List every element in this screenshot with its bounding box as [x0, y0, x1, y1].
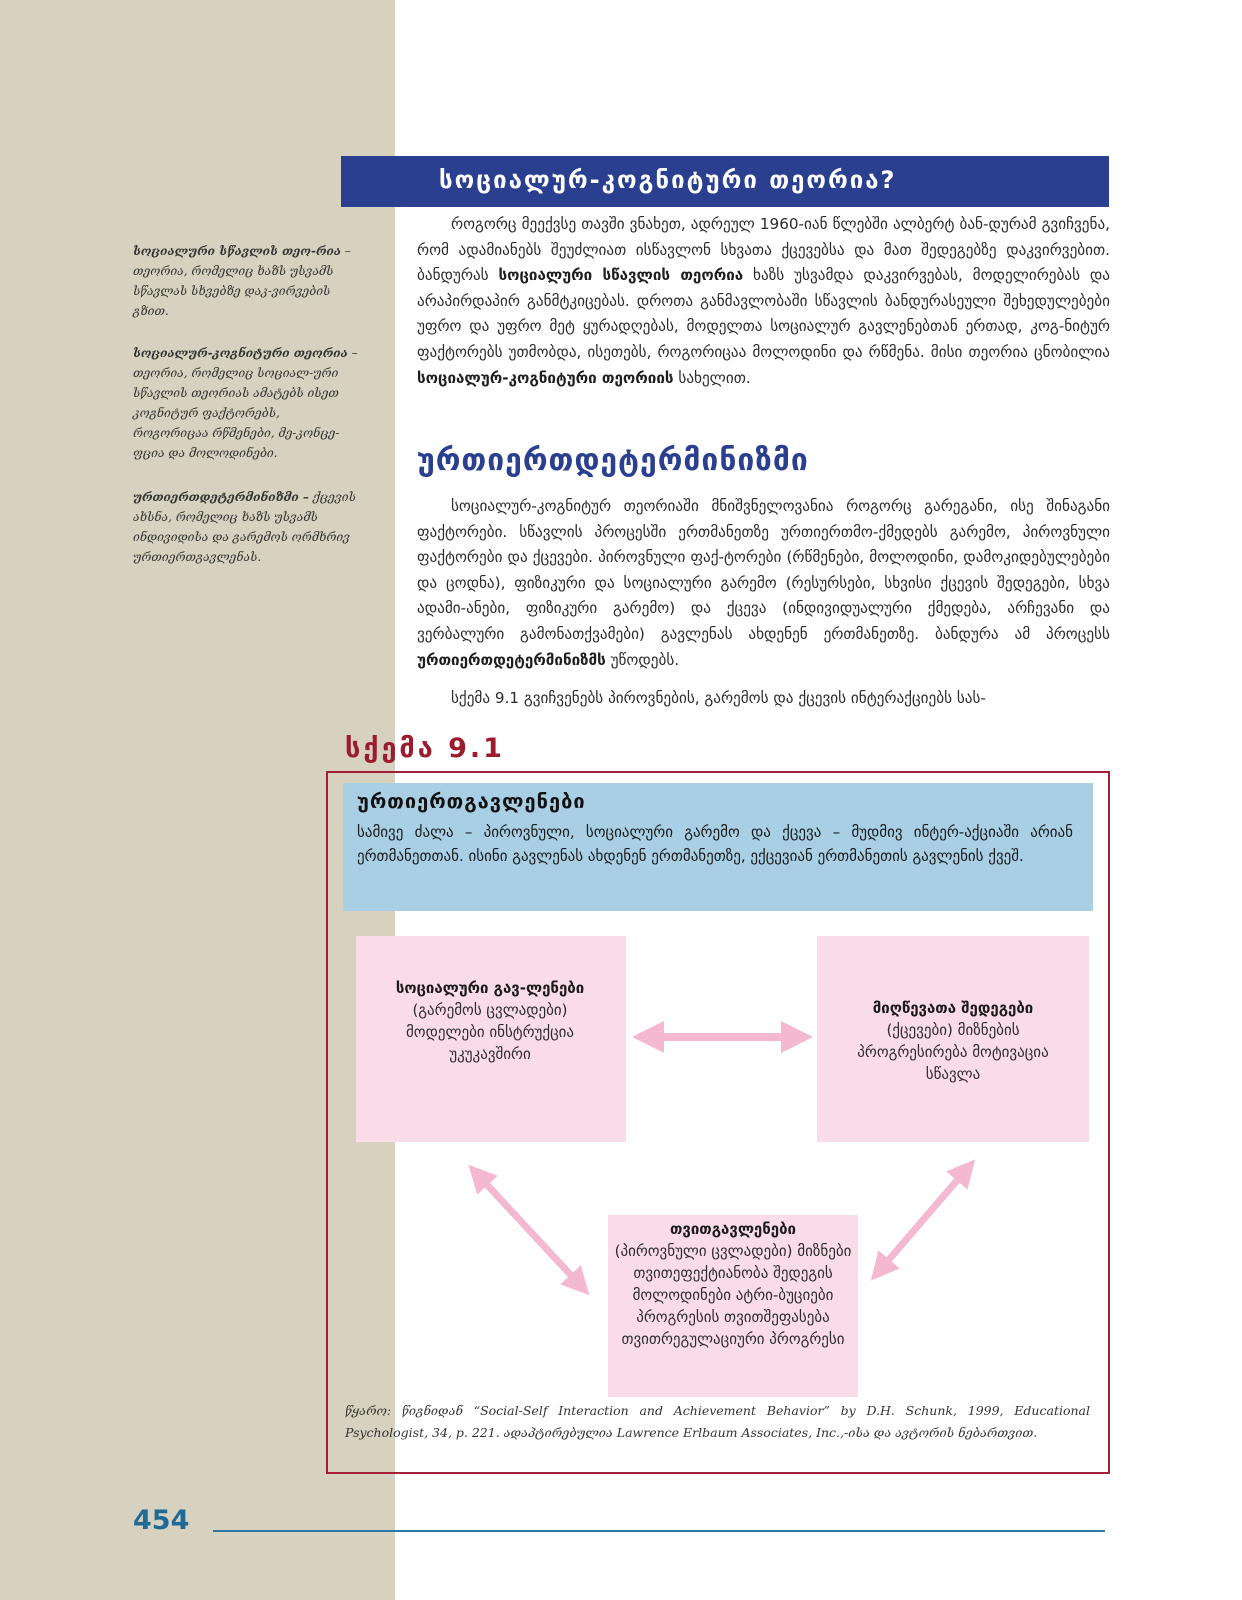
node-text: (ქცევები) მიზნების პროგრესირება მოტივაცია სწავლა	[857, 1021, 1049, 1083]
text-run: სახელით.	[673, 368, 751, 387]
node-achievement-outcomes-text	[843, 997, 1063, 1085]
glossary-term: სოციალური სწავლის თეო-რია	[133, 244, 341, 258]
glossary-definition: – თეორია, რომელიც ხაზს უსვამს სწავლას სხვებზე დაკ-ვირვების გზით.	[133, 244, 351, 318]
text-run: როგორც მეექვსე თავში ვნახეთ, ადრეულ 1960-იან წლებში ალბერტ ბან-დურამ გვიჩვენა, რომ ადამიანებს შეუძლიათ ისწავლონ სხვათა ქცევებსა და მათ შედეგებზე დაკვირვებით. ბანდურას	[417, 215, 1110, 285]
node-text: (პიროვნული ცვლადები) მიზნები თვითეფექტიანობა შედეგის მოლოდინები ატრი-ბუციები პროგრესის თვითშეფასება თვითრეგულაციური პროგრესი	[614, 1242, 852, 1348]
paragraph-3	[417, 686, 1110, 712]
node-text: (გარემოს ცვლადები) მოდელები ინსტრუქცია უკუკავშირი	[405, 1001, 575, 1063]
key-term: სოციალური სწავლის თეორია	[498, 266, 744, 285]
text-run: სქემა 9.1 გვიჩვენებს პიროვნების, გარემოს და ქცევის ინტერაქციებს სას-	[451, 689, 986, 707]
node-self-influences-text	[610, 1218, 856, 1350]
glossary-item	[133, 487, 358, 567]
paragraph-2	[417, 494, 1110, 673]
text-run: ხაზს უსვამდა დაკვირვებას, მოდელირებას და არაპირდაპირ განმტკიცებას. დროთა განმავლობაში სწავლის ბანდურასეული შეხედულებები უფრო და უფრო მეტ ყურადღებას, მოდელთა სოციალურ გავლენებთან ერთად, კოგ-ნიტურ ფაქტორებს უთმობდა, ისეთებს, როგორიცაა მოლოდინი და რწმენა. მისი თეორია ცნობილია	[417, 266, 1110, 361]
glossary-term: ურთიერთდეტერმინიზმი –	[133, 490, 309, 504]
title-bar	[341, 156, 1109, 207]
schema-source: წყარო: წიგნიდან “Social-Self Interaction and Achievement Behavior” by D.H. Schunk, 1999, Educational Psychologist, 34, p. 221. ადაპტირებულია Lawrence Erlbaum Associates, Inc.,-ისა და ავტორის ნებართვით.	[345, 1403, 1090, 1440]
glossary-item	[133, 343, 358, 463]
schema-label: სქემა 9.1	[345, 733, 505, 764]
key-term: სოციალურ-კოგნიტური თეორიის	[417, 368, 674, 387]
glossary-item	[133, 241, 358, 321]
page-number: 454	[133, 1505, 190, 1536]
section-heading: ურთიერთდეტერმინიზმი	[417, 443, 809, 478]
node-title: თვითგავლენები	[669, 1220, 797, 1238]
node-social-influences-text	[390, 977, 590, 1065]
paragraph-1	[417, 212, 1110, 391]
text-run: უწოდებს.	[605, 650, 680, 669]
key-term: ურთიერთდეტერმინიზმს	[417, 650, 606, 669]
node-title: მიღწევათა შედეგები	[872, 999, 1034, 1017]
glossary-definition: ქცევის ახსნა, რომელიც ხაზს უსვამს ინდივიდისა და გარემოს ორმხრივ ურთიერთგავლენას.	[133, 490, 356, 564]
page-title: სოციალურ-კოგნიტური თეორია?	[439, 166, 897, 194]
schema-box-text: სამივე ძალა – პიროვნული, სოციალური გარემო და ქცევა – მუდმივ ინტერ-აქციაში არიან ერთმანეთთან. ისინი გავლენას ახდენენ ერთმანეთზე, ექცევიან ერთმანეთის გავლენის ქვეშ.	[357, 823, 1073, 865]
node-title: სოციალური გავ-ლენები	[395, 979, 585, 997]
glossary-term: სოციალურ-კოგნიტური თეორია	[133, 346, 348, 360]
schema-box-title: ურთიერთგავლენები	[357, 789, 586, 813]
glossary-definition: – თეორია, რომელიც სოციალ-ური სწავლის თეორიას ამატებს ისეთ კოგნიტურ ფაქტორებს, როგორიცაა რწმენები, მე-კონცე-ფცია და მოლოდინები.	[133, 346, 358, 460]
text-run: სოციალურ-კოგნიტურ თეორიაში მნიშვნელოვანია როგორც გარეგანი, ისე შინაგანი ფაქტორები. სწავლის პროცესში ერთმანეთზე ურთიერთმო-ქმედებს გარემო, პიროვნული ფაქტორები და ქცევები. პიროვნული ფაქ-ტორები (რწმენები, მოლოდინი, დამოკიდებულებები და ცოდნა), ფიზიკური და სოციალური გარემო (რესურსები, სხვისი ქცევის შედეგები, სხვა ადამი-ანები, ფიზიკური გარემო) და ქცევა (ინდივიდუალური ქმედება, არჩევანი და ვერბალური გამონათქვამები) გავლენას ახდენენ ერთმანეთზე. ბანდურა ამ პროცესს	[417, 497, 1110, 643]
footer-rule	[213, 1530, 1105, 1532]
